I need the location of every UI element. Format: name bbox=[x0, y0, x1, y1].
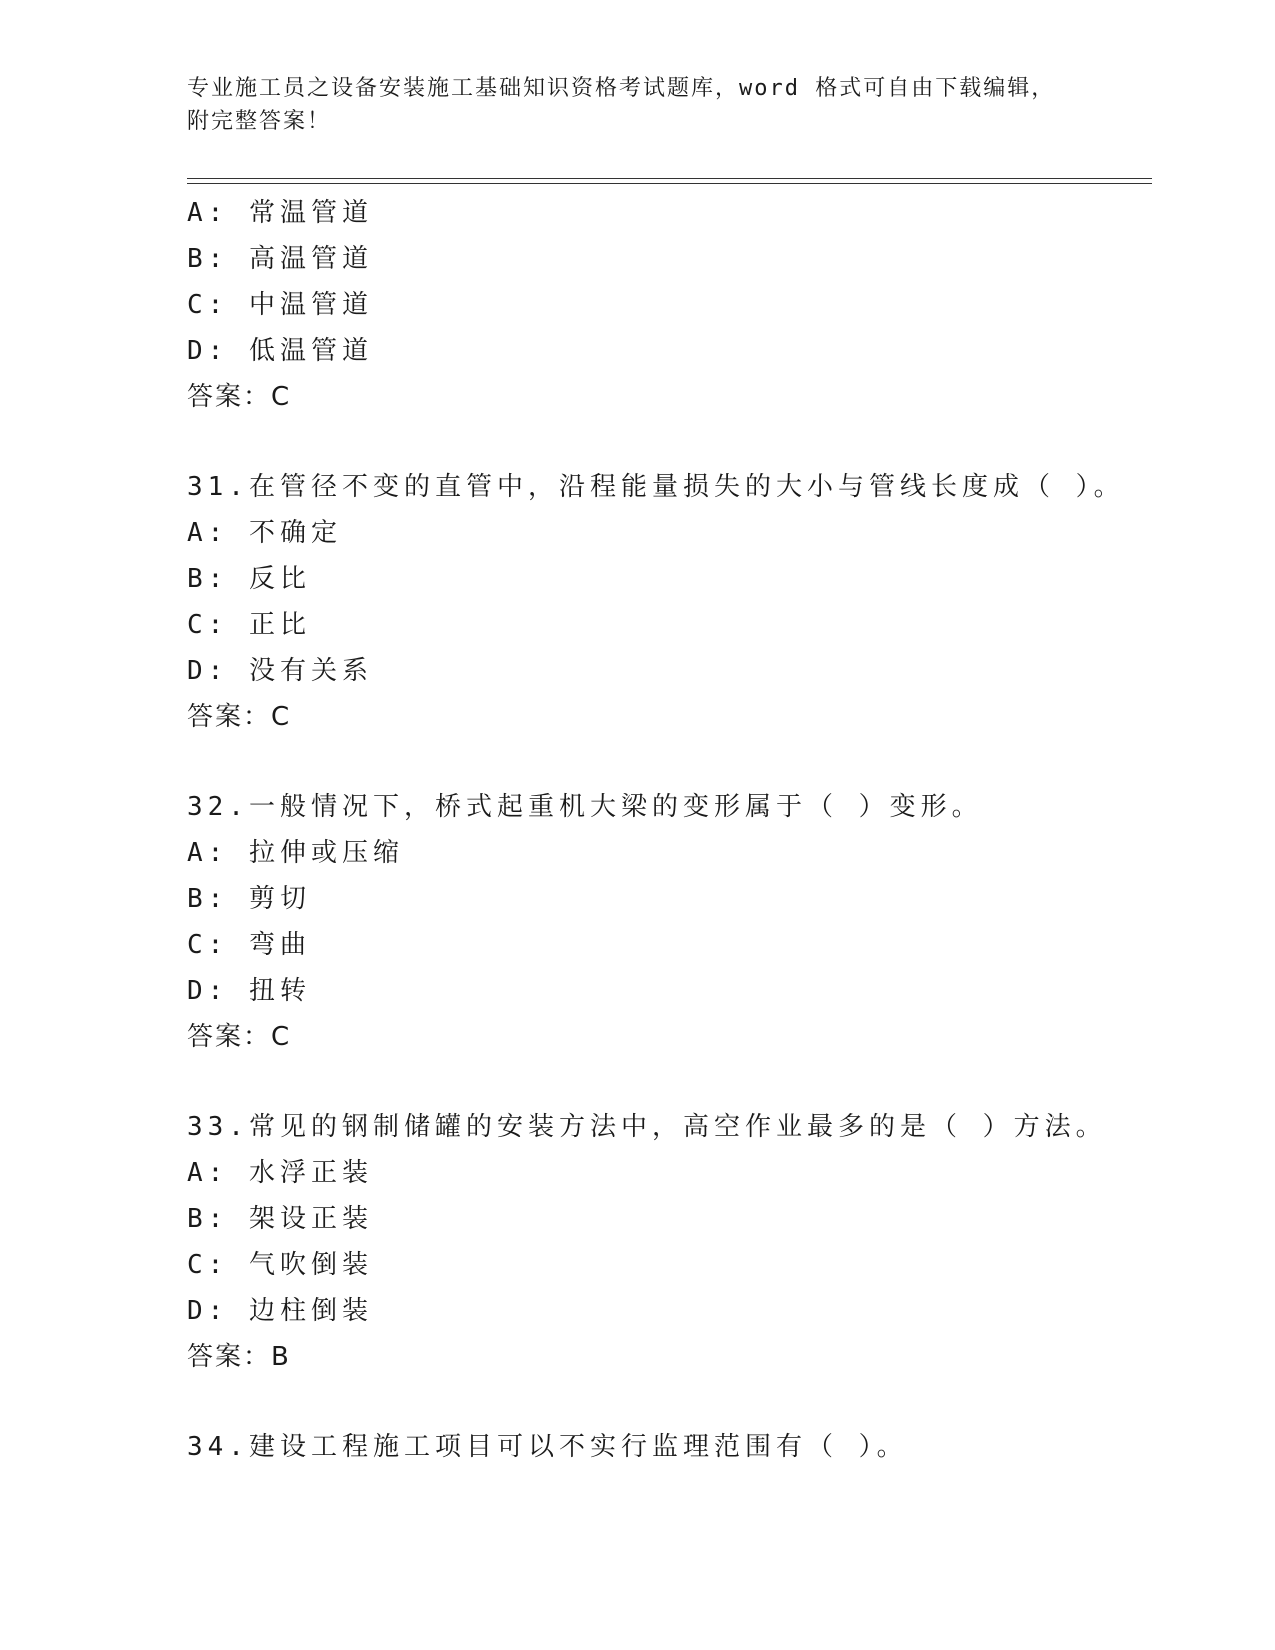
question-list bbox=[187, 190, 1152, 1470]
option-d: D: 扭转 bbox=[187, 976, 311, 1006]
option-b: B: 反比 bbox=[187, 564, 311, 594]
option-a: A: 水浮正装 bbox=[187, 1158, 373, 1188]
question-block-33 bbox=[187, 1104, 1152, 1380]
question-stem: 32.一般情况下，桥式起重机大梁的变形属于（ ）变形。 bbox=[187, 792, 983, 822]
header-divider-bottom bbox=[187, 183, 1152, 184]
option-d: D: 低温管道 bbox=[187, 336, 373, 366]
spacer bbox=[187, 1060, 1152, 1104]
question-stem: 33.常见的钢制储罐的安装方法中，高空作业最多的是（ ）方法。 bbox=[187, 1112, 1107, 1142]
option-d: D: 边柱倒装 bbox=[187, 1296, 373, 1326]
option-d: D: 没有关系 bbox=[187, 656, 373, 686]
spacer bbox=[187, 1380, 1152, 1424]
answer-line: 答案：B bbox=[187, 1342, 291, 1372]
answer-line: 答案：C bbox=[187, 382, 292, 412]
question-block-32 bbox=[187, 784, 1152, 1060]
answer-line: 答案：C bbox=[187, 1022, 292, 1052]
option-a: A: 不确定 bbox=[187, 518, 342, 548]
spacer bbox=[187, 740, 1152, 784]
question-stem: 31.在管径不变的直管中，沿程能量损失的大小与管线长度成（ ）。 bbox=[187, 472, 1125, 502]
header-divider-top bbox=[187, 178, 1152, 179]
answer-line: 答案：C bbox=[187, 702, 292, 732]
spacer bbox=[187, 420, 1152, 464]
option-c: C: 中温管道 bbox=[187, 290, 373, 320]
question-block-31 bbox=[187, 464, 1152, 740]
option-c: C: 弯曲 bbox=[187, 930, 311, 960]
header-line-2: 附完整答案！ bbox=[187, 109, 332, 134]
question-block-previous bbox=[187, 190, 1152, 420]
question-stem: 34.建设工程施工项目可以不实行监理范围有（ ）。 bbox=[187, 1432, 908, 1462]
option-c: C: 正比 bbox=[187, 610, 311, 640]
option-a: A: 拉伸或压缩 bbox=[187, 838, 404, 868]
option-b: B: 剪切 bbox=[187, 884, 311, 914]
question-block-34 bbox=[187, 1424, 1152, 1470]
option-a: A: 常温管道 bbox=[187, 198, 373, 228]
header-line-1: 专业施工员之设备安装施工基础知识资格考试题库，word 格式可自由下载编辑， bbox=[187, 76, 1056, 101]
option-b: B: 高温管道 bbox=[187, 244, 373, 274]
option-b: B: 架设正装 bbox=[187, 1204, 373, 1234]
document-header bbox=[187, 72, 1087, 138]
option-c: C: 气吹倒装 bbox=[187, 1250, 373, 1280]
